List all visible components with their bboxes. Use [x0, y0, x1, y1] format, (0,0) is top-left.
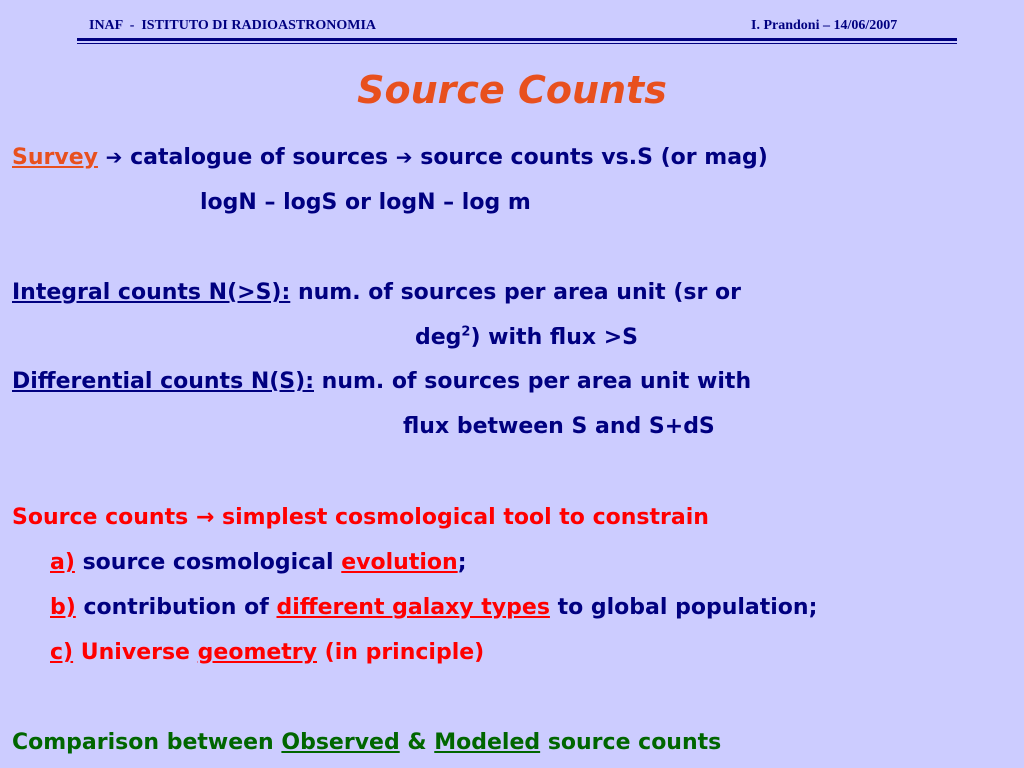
deg-exponent: 2 — [461, 324, 471, 340]
item-a-text: source cosmological — [82, 550, 334, 575]
item-c-marker: c) — [50, 640, 74, 665]
deg-text: deg — [415, 325, 462, 350]
integral-counts-continuation — [415, 324, 638, 352]
right-arrow-icon: → — [195, 505, 215, 530]
survey-line — [12, 143, 768, 172]
differential-counts-label: Differential counts N(S): — [12, 369, 314, 394]
item-c-key: geometry — [197, 640, 317, 665]
header-author-date: I. Prandoni – 14/06/2007 — [751, 18, 898, 33]
integral-counts-text: num. of sources per area unit (sr or — [297, 280, 741, 305]
header-rule-thick — [77, 38, 957, 41]
item-b-end: to global population; — [557, 595, 818, 620]
item-c — [50, 639, 484, 667]
right-arrow-icon: ➔ — [105, 145, 123, 169]
catalogue-text: catalogue of sources — [130, 145, 389, 170]
differential-counts-continuation: flux between S and S+dS — [403, 414, 715, 439]
source-counts-text: source counts vs.S (or mag) — [420, 145, 768, 170]
item-c-end: (in principle) — [324, 640, 485, 665]
differential-counts-line — [12, 368, 751, 396]
survey-term: Survey — [12, 145, 98, 170]
logn-logs-line: logN – logS or logN – log m — [200, 190, 531, 215]
integral-counts-line — [12, 279, 741, 307]
ampersand: & — [407, 730, 427, 755]
observed-term: Observed — [281, 730, 400, 755]
item-a-key: evolution — [341, 550, 458, 575]
flux-text: ) with flux >S — [470, 325, 638, 350]
item-a-marker: a) — [50, 550, 75, 575]
item-b-key: different galaxy types — [276, 595, 550, 620]
item-b-text: contribution of — [83, 595, 269, 620]
item-b — [50, 594, 817, 622]
comparison-line — [12, 729, 721, 757]
modeled-term: Modeled — [434, 730, 541, 755]
cosmo-tool-line — [12, 504, 709, 532]
integral-counts-label: Integral counts N(>S): — [12, 280, 291, 305]
item-a-end: ; — [457, 550, 467, 575]
differential-counts-text: num. of sources per area unit with — [321, 369, 752, 394]
header-institute: INAF - ISTITUTO DI RADIOASTRONOMIA — [89, 18, 377, 33]
item-b-marker: b) — [50, 595, 76, 620]
slide-title: Source Counts — [357, 68, 667, 112]
comparison-end: source counts — [547, 730, 722, 755]
header-rule-thin — [77, 43, 957, 44]
item-a — [50, 549, 467, 577]
right-arrow-icon: ➔ — [395, 145, 413, 169]
cosmo-tool-text: simplest cosmological tool to constrain — [221, 505, 709, 530]
item-c-text: Universe — [80, 640, 190, 665]
source-counts-label: Source counts — [12, 505, 189, 530]
comparison-start: Comparison between — [12, 730, 274, 755]
